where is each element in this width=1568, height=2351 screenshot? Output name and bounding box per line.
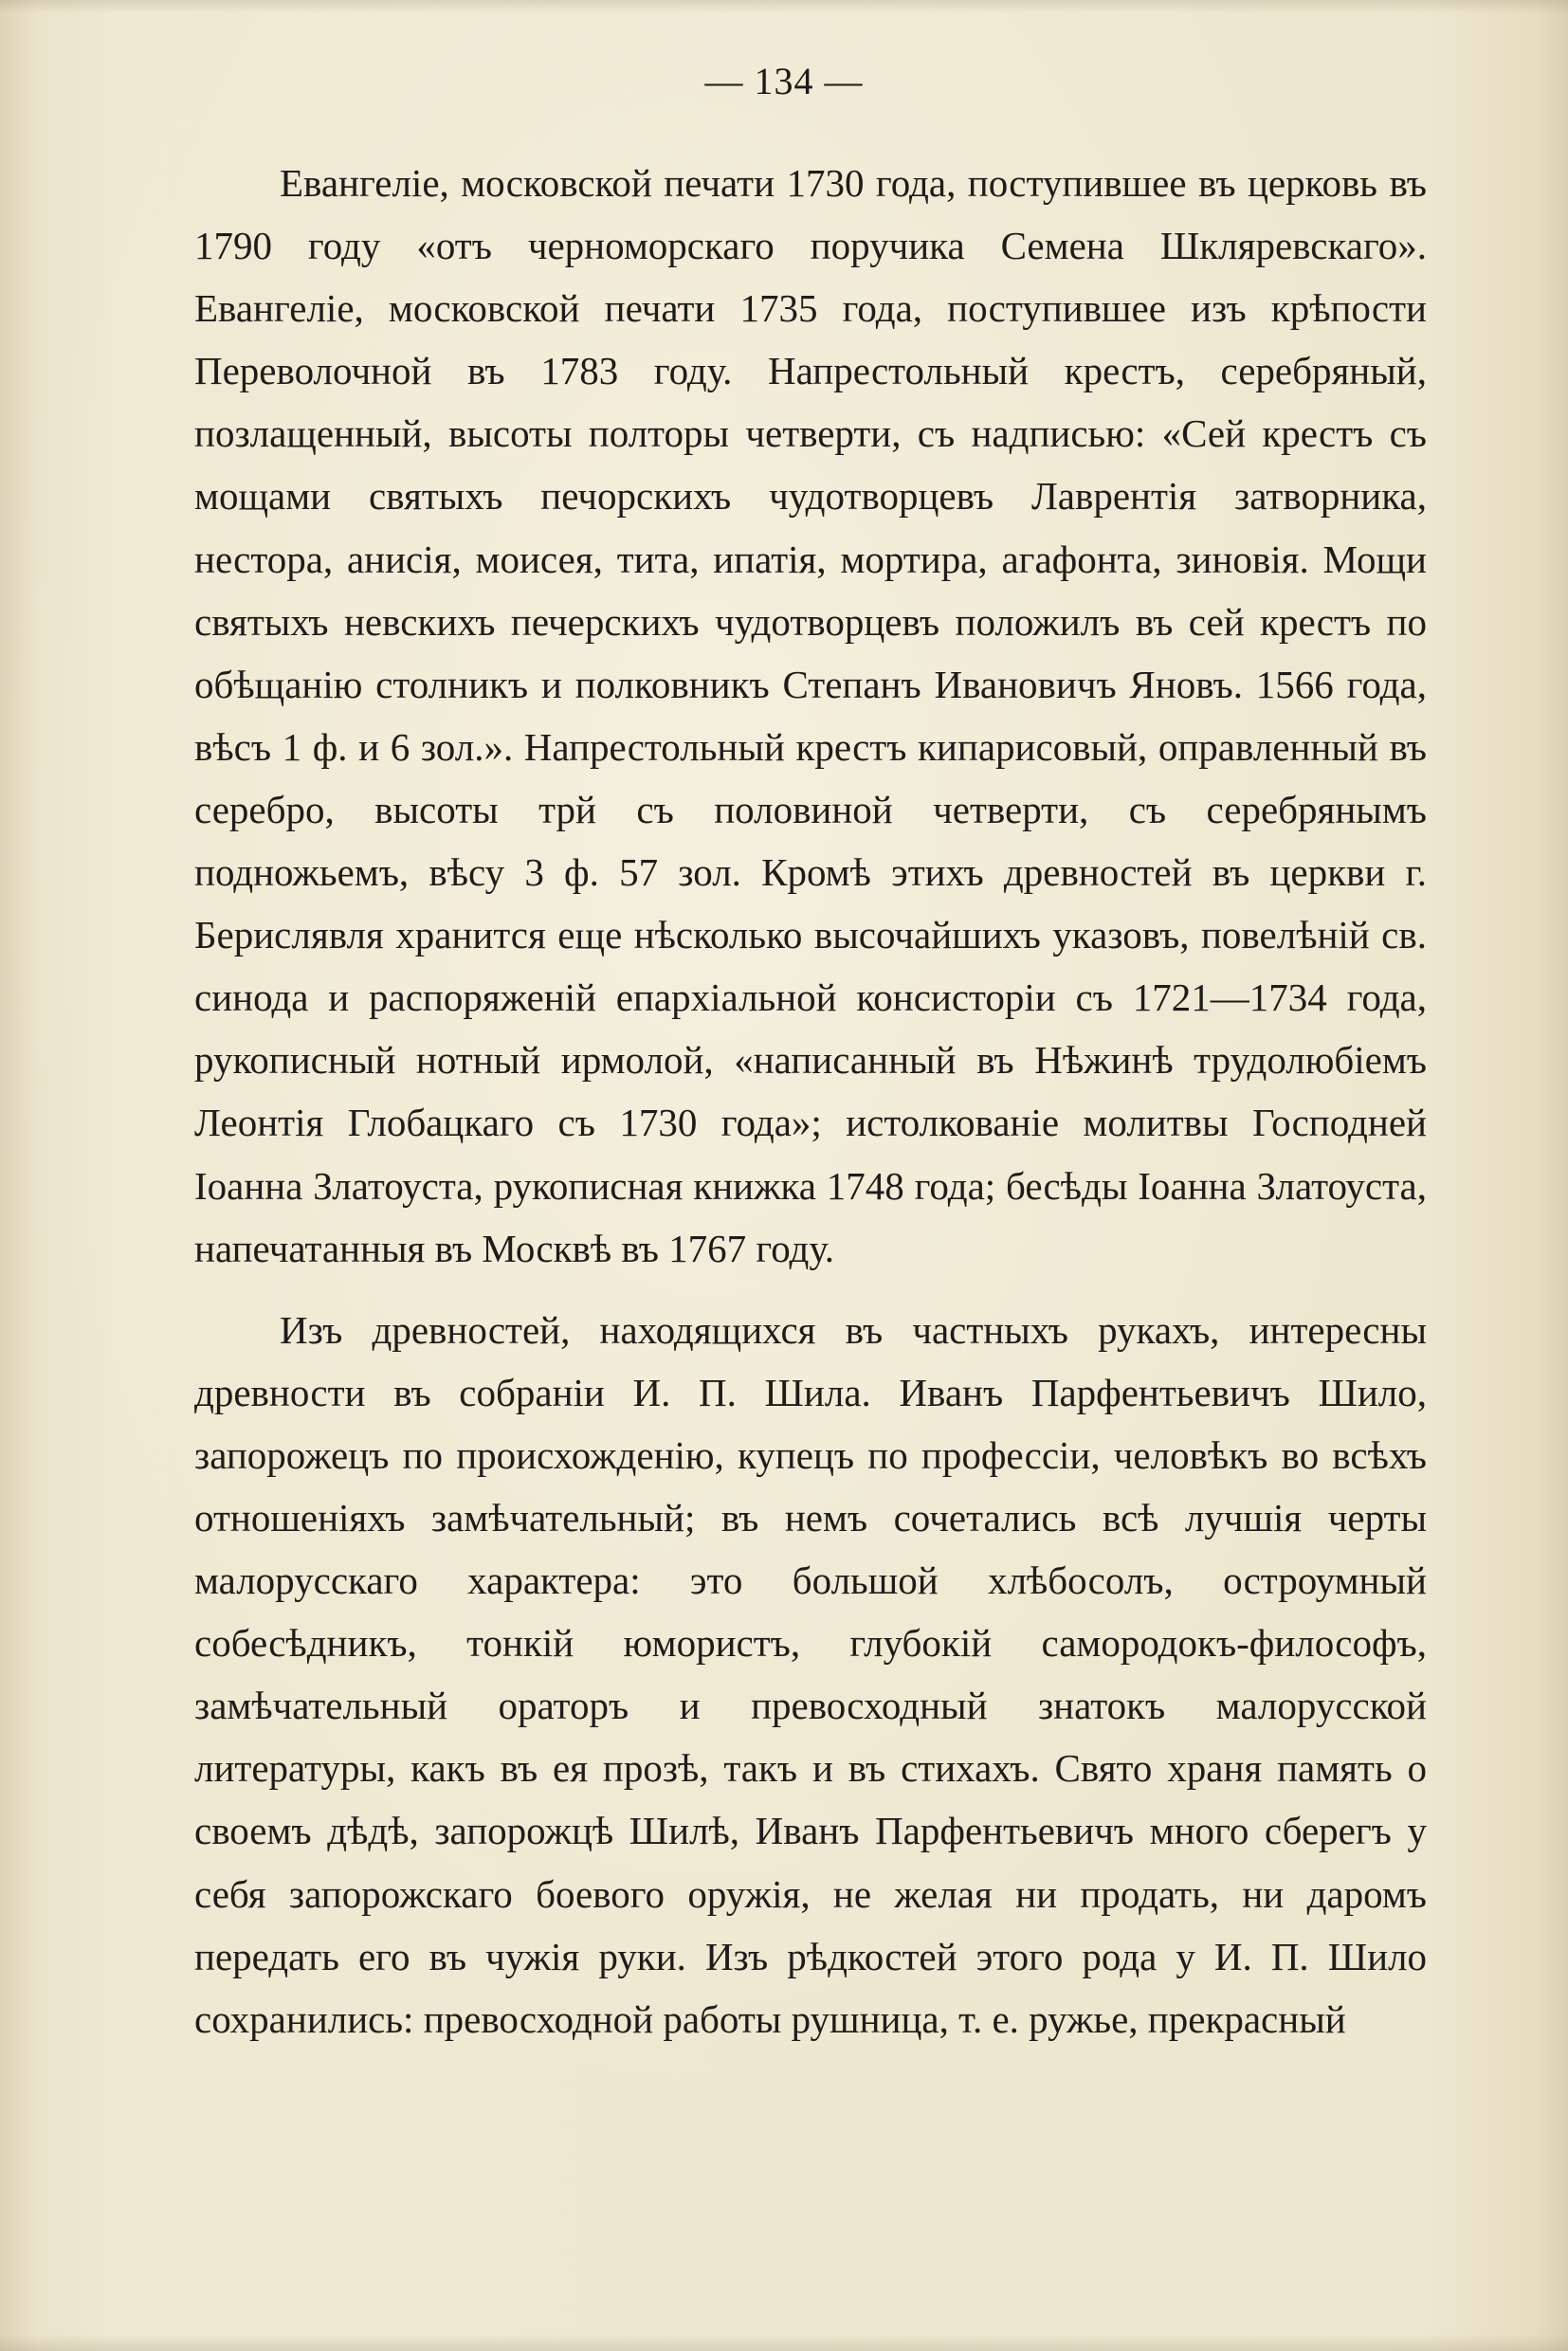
paragraph-antiquities-church: Евангеліе, московской печати 1730 года, поступившее въ церковь въ 1790 году «отъ черноморскаго поручика Семена Шкляревскаго». Евангеліе, московской печати 1735 года, поступившее изъ крѣпости Переволочной въ 1783 году. Напрестольный крестъ, серебряный, позлащенный, высоты полторы четверти, съ надписью: «Сей крестъ съ мощами святыхъ печорскихъ чудотворцевъ Лаврентія затворника, нестора, анисія, моисея, тита, ипатія, мортира, агафонта, зиновія. Мощи святыхъ невскихъ печерскихъ чудотворцевъ положилъ въ сей крестъ по обѣщанію столникъ и полковникъ Степанъ Ивановичъ Яновъ. 1566 года, вѣсъ 1 ф. и 6 зол.». Напрестольный крестъ кипарисовый, оправленный въ серебро, высоты трй съ половиной четверти, съ серебрянымъ подножьемъ, вѣсу 3 ф. 57 зол. Кромѣ этихъ древностей въ церкви г. Берислявля хранится еще нѣсколько высочайшихъ указовъ, повелѣній св. синода и распоряженій епархіальной консисторіи съ 1721—1734 года, рукописный нотный ирмолой, «написанный въ Нѣжинѣ трудолюбіемъ Леонтія Глобацкаго съ 1730 года»; истолкованіе молитвы Господней Іоанна Златоуста, рукописная книжка 1748 года; бесѣды Іоанна Златоуста, напечатанныя въ Москвѣ въ 1767 году. (194, 161, 1427, 1270)
scan-edge-top (0, 0, 1568, 13)
scan-edge-bottom (0, 2334, 1568, 2351)
page-number: — 134 — (704, 60, 864, 102)
body-text (194, 152, 1427, 2050)
paragraph-shilo-collection: Изъ древностей, находящихся въ частныхъ рукахъ, интересны древности въ собраніи И. П. Шила. Иванъ Парфентьевичъ Шило, запорожецъ по происхожденію, купецъ по профессіи, человѣкъ во всѣхъ отношеніяхъ замѣчательный; въ немъ сочетались всѣ лучшія черты малорусскаго характера: это большой хлѣбосолъ, остроумный собесѣдникъ, тонкій юмористъ, глубокій самородокъ-философъ, замѣчательный ораторъ и превосходный знатокъ малорусской литературы, какъ въ ея прозѣ, такъ и въ стихахъ. Свято храня память о своемъ дѣдѣ, запорожцѣ Шилѣ, Иванъ Парфентьевичъ много сберегъ у себя запорожскаго боевого оружія, не желая ни продать, ни даромъ передать его въ чужія руки. Изъ рѣдкостей этого рода у И. П. Шило сохранились: превосходной работы рушница, т. е. ружье, прекрасный (194, 1307, 1427, 2041)
